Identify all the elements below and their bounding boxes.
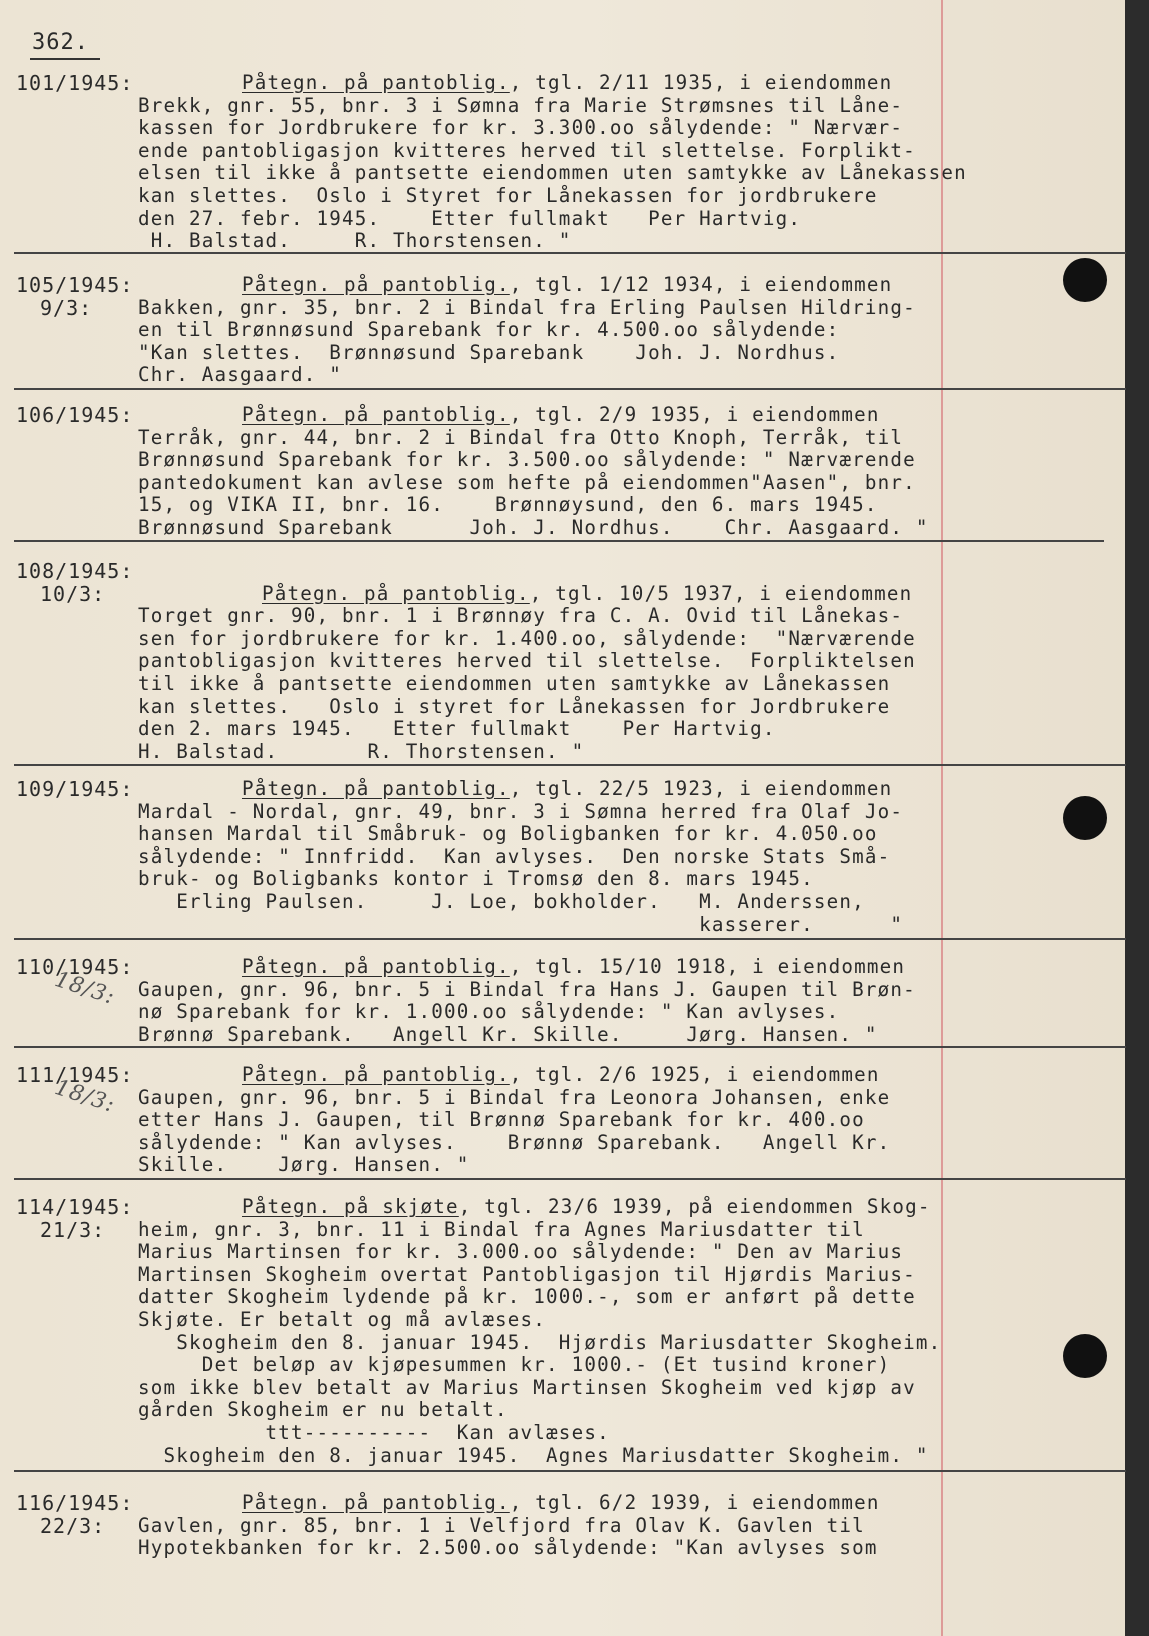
text-line: kan slettes. Oslo i Styret for Lånekassen for jordbrukere (138, 183, 878, 207)
entry-reference: 111/1945: (16, 1063, 134, 1087)
text-line: sen for jordbrukere for kr. 1.400.oo, sålydende: "Nærværende (138, 626, 916, 650)
entry-date: 18/3: (51, 967, 119, 1010)
text-line: ende pantobligasjon kvitteres herved til slettelse. Forplikt- (138, 138, 916, 162)
entry-separator (14, 252, 1126, 254)
entry-heading: Påtegn. på pantoblig. (242, 1063, 510, 1086)
text-line: en til Brønnøsund Sparebank for kr. 4.500.oo sålydende: (138, 318, 840, 342)
text-line: Martinsen Skogheim overtat Pantobligasjon til Hjørdis Marius- (138, 1262, 916, 1286)
text-line: Chr. Aasgaard. " (138, 363, 343, 387)
text-line: Brønnø Sparebank. Angell Kr. Skille. Jørg. Hansen. " (138, 1022, 878, 1046)
text-line: Gaupen, gnr. 96, bnr. 5 i Bindal fra Hans J. Gaupen til Brøn- (138, 977, 916, 1001)
entry-text (138, 778, 1038, 936)
entry-heading-details: , tgl. 2/11 1935, i eiendommen (509, 71, 893, 94)
entry-text (138, 560, 1038, 763)
entry-reference: 101/1945: (16, 71, 134, 95)
entry-date: 21/3: (40, 1218, 106, 1242)
text-line: kassen for Jordbrukere for kr. 3.300.oo sålydende: " Nærvær- (138, 116, 904, 140)
entry-text (138, 404, 1038, 540)
text-line: som ikke blev betalt av Marius Martinsen Skogheim ved kjøp av (138, 1375, 916, 1399)
text-line: H. Balstad. R. Thorstensen. " (138, 739, 585, 763)
text-line: pantedokument kan avlese som hefte på eiendommen"Aasen", bnr. (138, 470, 916, 494)
entry-separator (14, 1046, 1126, 1048)
text-line: den 2. mars 1945. Etter fullmakt Per Hartvig. (138, 717, 776, 741)
text-line: gården Skogheim er nu betalt. (138, 1398, 508, 1422)
text-line: heim, gnr. 3, bnr. 11 i Bindal fra Agnes Mariusdatter til (138, 1217, 865, 1241)
entry-separator (14, 388, 1126, 390)
entry-text (138, 956, 1038, 1046)
text-line: kan slettes. Oslo i styret for Lånekassen for Jordbrukere (138, 694, 891, 718)
entry-heading: Påtegn. på pantoblig. (242, 273, 510, 296)
entry-heading: Påtegn. på pantoblig. (242, 71, 510, 94)
text-line (138, 1064, 1038, 1087)
entry-text (138, 1492, 1038, 1560)
entry-heading: Påtegn. på pantoblig. (242, 955, 510, 978)
text-line: til ikke å pantsette eiendommen uten samtykke av Lånekassen (138, 671, 891, 695)
binding-edge (1125, 0, 1149, 1636)
text-line: Skogheim den 8. januar 1945. Hjørdis Mariusdatter Skogheim. (138, 1330, 942, 1354)
text-line: H. Balstad. R. Thorstensen. " (138, 229, 572, 253)
entry-heading-details: , tgl. 22/5 1923, i eiendommen (509, 777, 893, 800)
text-line: etter Hans J. Gaupen, til Brønnø Sparebank for kr. 400.oo (138, 1108, 865, 1132)
text-line (138, 1492, 1038, 1515)
entry-text (138, 72, 1038, 253)
text-line: Brønnøsund Sparebank for kr. 3.500.oo sålydende: " Nærværende (138, 448, 916, 472)
entry-heading: Påtegn. på skjøte (242, 1195, 459, 1218)
text-line (138, 72, 1038, 95)
text-line (138, 404, 1038, 427)
text-line: Skogheim den 8. januar 1945. Agnes Mariusdatter Skogheim. " (138, 1443, 929, 1467)
entry-heading-details: , tgl. 6/2 1939, i eiendommen (509, 1491, 880, 1514)
text-line: kasserer. " (138, 912, 904, 936)
text-line: den 27. febr. 1945. Etter fullmakt Per Hartvig. (138, 206, 802, 230)
entry-date: 22/3: (40, 1514, 106, 1538)
entry-heading-details: , tgl. 10/5 1937, i eiendommen (529, 581, 913, 605)
text-line: Gavlen, gnr. 85, bnr. 1 i Velfjord fra Olav K. Gavlen til (138, 1513, 865, 1537)
entry-heading-details: , tgl. 1/12 1934, i eiendommen (509, 273, 893, 296)
entry-heading-details: , tgl. 2/6 1925, i eiendommen (509, 1063, 880, 1086)
text-line: datter Skogheim lydende på kr. 1000.-, som er anført på dette (138, 1285, 916, 1309)
text-line (138, 583, 1038, 606)
text-line: Det beløp av kjøpesummen kr. 1000.- (Et tusind kroner) (138, 1353, 891, 1377)
entry-heading: Påtegn. på pantoblig. (262, 581, 530, 605)
page-number: 362. (32, 30, 89, 55)
entry-reference: 114/1945: (16, 1195, 134, 1219)
text-line (138, 778, 1038, 801)
punch-hole (1063, 1334, 1107, 1378)
entry-heading: Påtegn. på pantoblig. (242, 1491, 510, 1514)
entry-date: 10/3: (40, 582, 106, 606)
text-line: Erling Paulsen. J. Loe, bokholder. M. Anderssen, (138, 889, 865, 913)
entry-reference: 106/1945: (16, 403, 134, 427)
text-line: Brønnøsund Sparebank Joh. J. Nordhus. Chr. Aasgaard. " (138, 515, 929, 539)
text-line: Hypotekbanken for kr. 2.500.oo sålydende: "Kan avlyses som (138, 1536, 878, 1560)
text-line: sålydende: " Innfridd. Kan avlyses. Den norske Stats Små- (138, 844, 891, 868)
entry-reference: 110/1945: (16, 955, 134, 979)
entry-separator (14, 540, 1104, 542)
text-line: "Kan slettes. Brønnøsund Sparebank Joh. J. Nordhus. (138, 340, 840, 364)
entry-reference: 116/1945: (16, 1491, 134, 1515)
text-line: sålydende: " Kan avlyses. Brønnø Sparebank. Angell Kr. (138, 1130, 891, 1154)
entry-heading-details: , tgl. 2/9 1935, i eiendommen (509, 403, 880, 426)
text-line (138, 274, 1038, 297)
entry-date: 18/3: (51, 1075, 119, 1118)
entry-separator (14, 1470, 1126, 1472)
page-number-underline (30, 58, 100, 60)
entry-separator (14, 1178, 1126, 1180)
text-line (138, 1196, 1038, 1219)
text-line: hansen Mardal til Småbruk- og Boligbanken for kr. 4.050.oo (138, 822, 878, 846)
text-line: pantobligasjon kvitteres herved til slettelse. Forpliktelsen (138, 649, 916, 673)
text-line: Torget gnr. 90, bnr. 1 i Brønnøy fra C. A. Ovid til Lånekas- (138, 604, 904, 628)
entry-text (138, 1064, 1038, 1177)
entry-separator (14, 938, 1126, 940)
punch-hole (1063, 796, 1107, 840)
text-line: Marius Martinsen for kr. 3.000.oo sålydende: " Den av Marius (138, 1240, 904, 1264)
text-line: Brekk, gnr. 55, bnr. 3 i Sømna fra Marie Strømsnes til Låne- (138, 93, 904, 117)
text-line: elsen til ikke å pantsette eiendommen uten samtykke av Lånekassen (138, 161, 967, 185)
text-line (138, 956, 1038, 979)
text-line: ttt---------- Kan avlæses. (138, 1420, 610, 1444)
text-line: Terråk, gnr. 44, bnr. 2 i Bindal fra Otto Knoph, Terråk, til (138, 425, 904, 449)
entry-heading: Påtegn. på pantoblig. (242, 403, 510, 426)
text-line: Bakken, gnr. 35, bnr. 2 i Bindal fra Erling Paulsen Hildring- (138, 295, 916, 319)
entry-reference: 105/1945: (16, 273, 134, 297)
entry-date: 9/3: (40, 296, 93, 320)
entry-heading: Påtegn. på pantoblig. (242, 777, 510, 800)
text-line: bruk- og Boligbanks kontor i Tromsø den 8. mars 1945. (138, 867, 814, 891)
text-line: Gaupen, gnr. 96, bnr. 5 i Bindal fra Leonora Johansen, enke (138, 1085, 891, 1109)
punch-hole (1063, 258, 1107, 302)
text-line: Skille. Jørg. Hansen. " (138, 1153, 470, 1177)
text-line: nø Sparebank for kr. 1.000.oo sålydende: " Kan avlyses. (138, 1000, 840, 1024)
entry-heading-details: , tgl. 15/10 1918, i eiendommen (509, 955, 906, 978)
entry-heading-details: , tgl. 23/6 1939, på eiendommen Skog- (458, 1195, 931, 1218)
text-line (138, 560, 1038, 583)
entry-reference: 109/1945: (16, 777, 134, 801)
text-line: 15, og VIKA II, bnr. 16. Brønnøysund, den 6. mars 1945. (138, 493, 878, 517)
entry-text (138, 1196, 1038, 1467)
entry-separator (14, 764, 1126, 766)
text-line: Skjøte. Er betalt og må avlæses. (138, 1307, 547, 1331)
entry-reference: 108/1945: (16, 559, 134, 583)
text-line: Mardal - Nordal, gnr. 49, bnr. 3 i Sømna herred fra Olaf Jo- (138, 799, 904, 823)
entry-text (138, 274, 1038, 387)
